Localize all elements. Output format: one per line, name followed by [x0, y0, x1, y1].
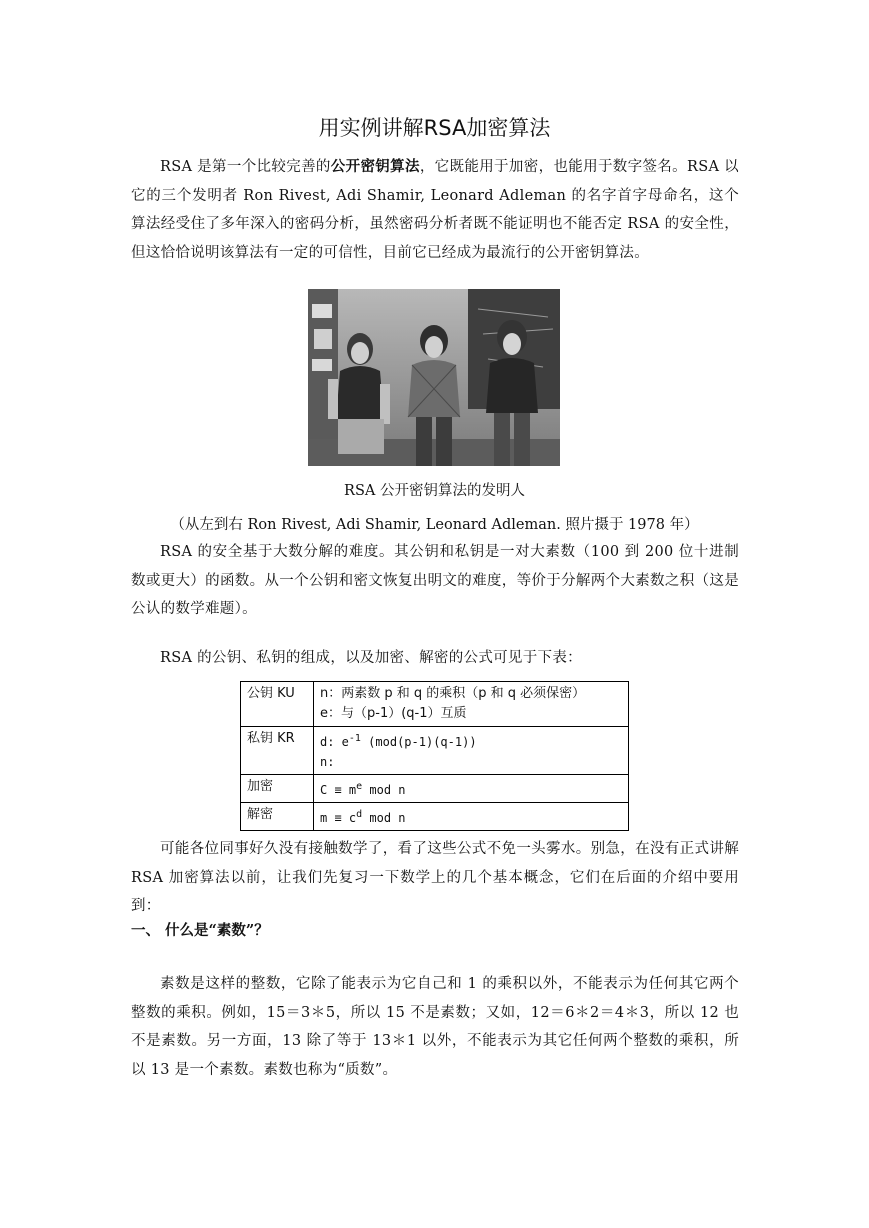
review-paragraph: 可能各位同事好久没有接触数学了，看了这些公式不免一头雾水。别急，在没有正式讲解 RSA 加密算法以前，让我们先复习一下数学上的几个基本概念，它们在后面的介绍中要用到： [131, 841, 739, 915]
encrypt-formula-base: C ≡ m [320, 783, 357, 797]
prime-definition-paragraph: 素数是这样的整数，它除了能表示为它自己和 1 的乘积以外，不能表示为任何其它两个整数的乘积。例如，15＝3＊5，所以 15 不是素数；又如，12＝6＊2＝4＊3，所以 12 也不是素数。另一方面，13 除了等于 13＊1 以外，不能表示为其它任何两个整数的乘积，所以 13 是一个素数。素数也称为“质数”。 [131, 976, 739, 1078]
inventors-photo [308, 289, 560, 466]
inventors-photo-image [308, 289, 560, 466]
encrypt-formula-mod: mod n [362, 783, 406, 797]
photo-caption-details: （从左到右 Ron Rivest, Adi Shamir, Leonard Adleman. 照片摄于 1978 年） [170, 517, 699, 533]
private-key-d [320, 729, 622, 752]
private-key-cell [314, 727, 629, 775]
table-intro-paragraph: RSA 的公钥、私钥的组成，以及加密、解密的公式可见于下表： [160, 650, 582, 666]
private-key-d-modulus: (mod(p-1)(q-1)) [360, 735, 477, 749]
intro-paragraph [131, 153, 739, 267]
encrypt-formula [314, 775, 629, 803]
decrypt-formula-exponent: d [356, 809, 363, 820]
private-key-n: n: [320, 755, 335, 769]
public-key-e: e：与（p-1）(q-1）互质 [320, 706, 467, 721]
decrypt-formula-mod: mod n [362, 811, 406, 825]
private-key-d-base: d: e [320, 735, 349, 749]
decrypt-formula [314, 803, 629, 831]
private-key-d-exponent: -1 [348, 733, 361, 744]
private-key-label: 私钥 KR [241, 727, 314, 775]
intro-text-b: ，它既能用于加密，也能用于数字签名。RSA 以它的三个发明者 Ron Rivest, Adi Shamir, Leonard Adleman 的名字首字母命名，这个算法经受住了多年深入的密码分析，虽然密码分析者既不能证明也不能否定 RSA 的安全性，但这恰恰说明该算法有一定的可信性，目前它已经成为最流行的公开密钥算法。 [131, 159, 739, 261]
section-heading: 一、 什么是“素数”？ [131, 922, 269, 939]
table-row [241, 803, 629, 831]
photo-caption: RSA 公开密钥算法的发明人 [344, 483, 525, 499]
public-key-n: n：两素数 p 和 q 的乘积（p 和 q 必须保密） [320, 686, 586, 701]
table-row [241, 775, 629, 803]
table-row [241, 727, 629, 775]
decrypt-label: 解密 [241, 803, 314, 831]
public-key-label: 公钥 KU [241, 682, 314, 727]
table-row [241, 682, 629, 727]
rsa-formula-table [240, 681, 629, 831]
encrypt-formula-exponent: e [356, 781, 363, 792]
page-title: 用实例讲解RSA加密算法 [318, 116, 551, 140]
intro-text-a: RSA 是第一个比较完善的 [160, 159, 331, 175]
decrypt-formula-base: m ≡ c [320, 811, 357, 825]
public-key-cell [314, 682, 629, 727]
security-paragraph: RSA 的安全基于大数分解的难度。其公钥和私钥是一对大素数（100 到 200 位十进制数或更大）的函数。从一个公钥和密文恢复出明文的难度，等价于分解两个大素数之积（这是公认的数学难题）。 [131, 544, 739, 618]
encrypt-label: 加密 [241, 775, 314, 803]
intro-bold-term: 公开密钥算法 [330, 158, 420, 175]
